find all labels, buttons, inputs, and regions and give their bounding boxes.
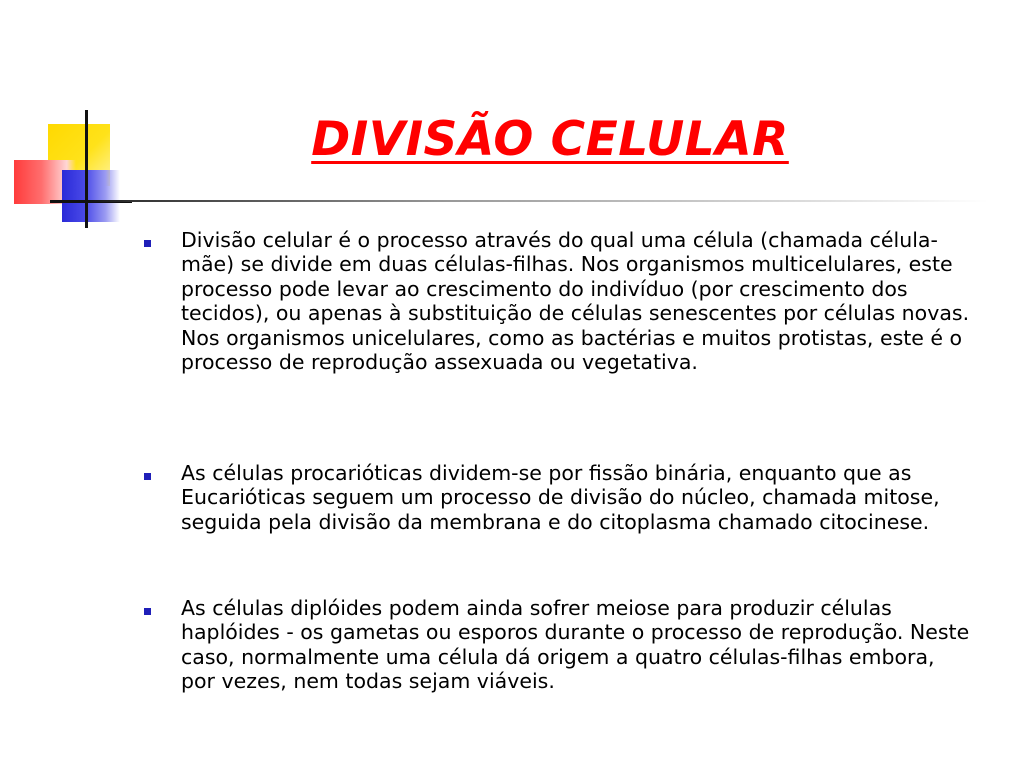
bullet-text: Divisão celular é o processo através do qual uma célula (chamada célula-mãe) se divide em duas células-filhas. Nos organismos multicelulares, este processo pode levar ao crescimento do indivíduo (por crescimento dos tecidos), ou apenas à substituição de células senescentes por células novas. Nos organismos unicelulares, como as bactérias e muitos protistas, este é o processo de reprodução assexuada ou vegetativa. — [181, 228, 970, 375]
bullet-text: As células procarióticas dividem-se por fissão binária, enquanto que as Eucarióticas seguem um processo de divisão do núcleo, chamada mitose, seguida pela divisão da membrana e do citoplasma chamado citocinese. — [181, 461, 940, 534]
square-bullet-icon — [144, 473, 151, 480]
square-bullet-icon — [144, 608, 151, 615]
square-bullet-icon — [144, 240, 151, 247]
slide-title: DIVISÃO CELULAR — [311, 112, 789, 167]
bullet-text: As células diplóides podem ainda sofrer meiose para produzir células haplóides - os gametas ou esporos durante o processo de reprodução. Neste caso, normalmente uma célula dá origem a quatro células-filhas embora, por vezes, nem todas sejam viáveis. — [181, 596, 970, 694]
